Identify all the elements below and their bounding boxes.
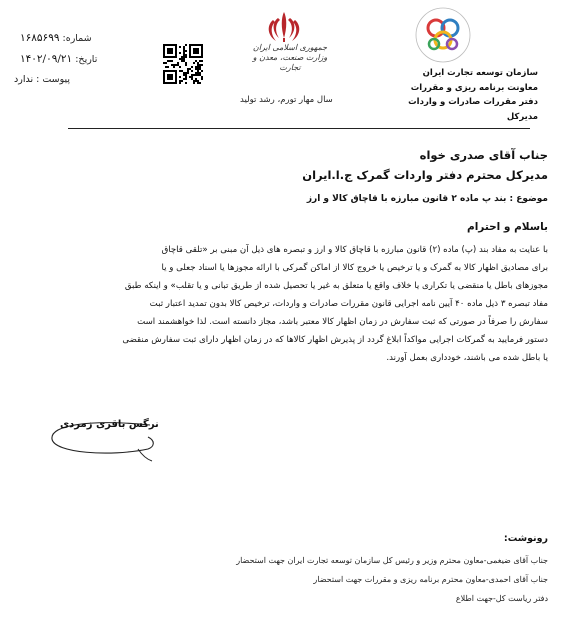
- org-line: دفتر مقررات صادرات و واردات: [408, 97, 538, 107]
- attachment-value: ندارد: [14, 74, 34, 85]
- letter-subject: موضوع : بند پ ماده ۲ قانون مبارزه با قاچاق کالا و ارز: [306, 194, 548, 204]
- body-line: سفارش را صرفاً در صورتی که ثبت سفارش در زمان اظهار کالا معتبر باشد، مجاز دانسته است. لذا خواهشمند است: [137, 317, 548, 327]
- letter-body: [20, 241, 548, 367]
- cc-title: رونوشت:: [503, 533, 548, 544]
- year-slogan: سال مهار تورم، رشد تولید: [240, 95, 333, 105]
- body-line: یا باطل شده می باشند، خودداری بعمل آورند.: [386, 353, 548, 363]
- cc-item: جناب آقای ضیغمی-معاون محترم وزیر و رئیس کل سازمان توسعه تجارت ایران جهت استحضار: [236, 556, 548, 565]
- attachment-label: پیوست :: [36, 74, 71, 85]
- org-line: معاونت برنامه ریزی و مقررات: [410, 82, 538, 93]
- number-label: شماره:: [62, 33, 92, 44]
- body-line: مجوزهای باطل یا منقضی یا تکراری یا خلاف واقع یا متعلق به غیر یا تحصیل شده از طریق تبانی و یا تقلب» و اینکه طبق: [124, 281, 548, 291]
- recipient-title: مدیرکل محترم دفتر واردات گمرک ج.ا.ایران: [302, 168, 548, 182]
- body-line: برای مصادیق اظهار کالا به گمرک و یا ترخیص یا خروج کالا از اماکن گمرکی با ارائه مجوزها یا اسناد جعلی و یا: [161, 263, 548, 273]
- ministry-line2: وزارت صنعت، معدن و تجارت: [252, 53, 328, 72]
- letter-attachment: [14, 74, 70, 85]
- body-line: با عنایت به مفاد بند (پ) ماده (۲) قانون مبارزه با قاچاق کالا و ارز و تبصره های ذیل آن مبنی بر «تلقی قاچاق: [161, 245, 548, 255]
- qr-code: [163, 44, 203, 84]
- greeting: باسلام و احترام: [467, 221, 548, 233]
- body-line: دستور فرمایید به گمرکات اجرایی مواکداً ابلاغ گردد از پذیرش اظهار کالاها که در زمان اظهار دارای ثبت سفارش منقضی: [122, 335, 548, 345]
- date-label: تاریخ:: [75, 54, 98, 65]
- org-line: سازمان توسعه تجارت ایران: [422, 68, 538, 78]
- org-line: مدیرکل: [506, 111, 538, 122]
- cc-item: دفتر ریاست کل-جهت اطلاع: [455, 594, 548, 603]
- ministry-line1: جمهوری اسلامی ایران: [252, 43, 328, 52]
- date-value: ۱۴۰۲/۰۹/۲۱: [20, 53, 73, 65]
- ministry-name: [250, 43, 330, 73]
- tpo-logo-icon: [414, 6, 472, 64]
- number-value: ۱۶۸۵۶۹۹: [20, 32, 60, 44]
- org-department: [338, 66, 538, 124]
- letter-date: [14, 53, 97, 65]
- iran-emblem-icon: [262, 8, 306, 46]
- cc-item: جناب آقای احمدی-معاون محترم برنامه ریزی و مقررات جهت استحضار: [313, 575, 548, 584]
- signer-name: نرگس باقری زمردی: [60, 419, 159, 430]
- header-divider: [68, 128, 530, 129]
- letter-number: [14, 32, 92, 44]
- body-line: مفاد تبصره ۳ ذیل ماده ۴۰ آیین نامه اجرایی قانون مقررات صادرات و واردات، ترخیص کالا بدون تمدید اعتبار ثبت: [149, 299, 548, 309]
- recipient-name: جناب آقای صدری خواه: [419, 148, 548, 162]
